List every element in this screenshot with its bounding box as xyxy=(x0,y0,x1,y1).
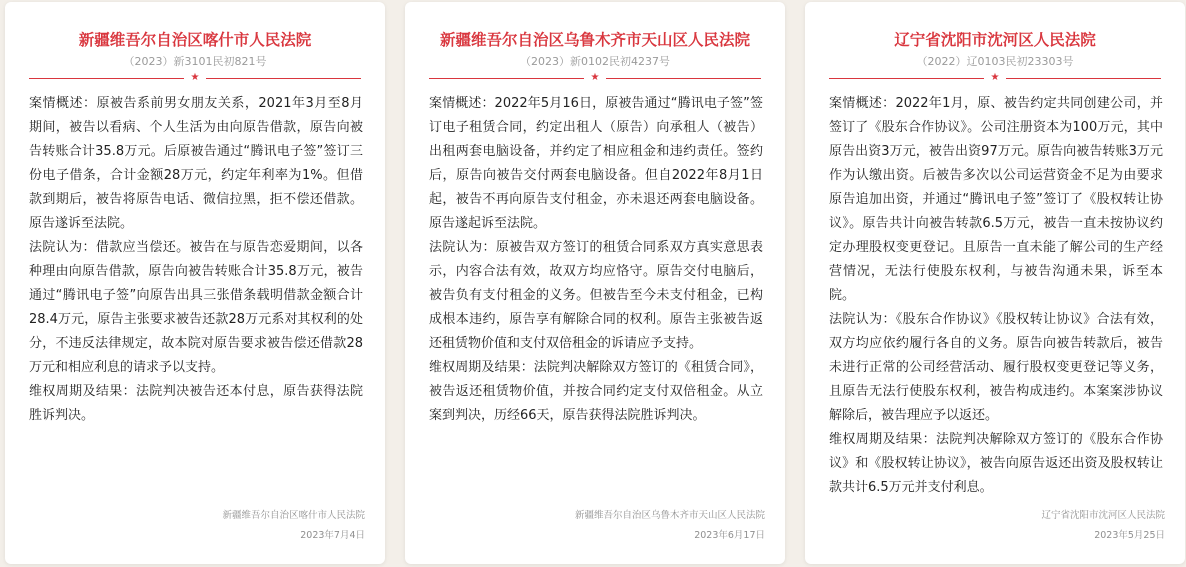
footer-court-name: 新疆维吾尔自治区乌鲁木齐市天山区人民法院 xyxy=(574,510,765,521)
case-number: （2023）新3101民初821号 xyxy=(123,55,267,68)
title-divider xyxy=(829,74,1161,84)
court-title: 新疆维吾尔自治区喀什市人民法院 xyxy=(78,31,312,49)
case-body xyxy=(29,92,363,428)
court-title: 新疆维吾尔自治区乌鲁木齐市天山区人民法院 xyxy=(439,31,750,49)
case-summary: 案情概述：原被告系前男女朋友关系，2021年3月至8月期间，被告以看病、个人生活为由向原告借款，原告向被告转账合计35.8万元。后原被告通过“腾讯电子签”签订三份电子借条，合计金额28万元，约定年利率为1%。但借款到期后，被告将原告电话、微信拉黑，拒不偿还借款。原告遂诉至法院。 xyxy=(29,96,363,231)
title-divider xyxy=(429,74,761,84)
divider-line-left xyxy=(429,78,584,79)
case-summary: 案情概述：2022年1月，原、被告约定共同创建公司，并签订了《股东合作协议》。公司注册资本为100万元，其中原告出资3万元，被告出资97万元。原告向被告转账3万元作为认缴出资。后被告多次以公司运营资金不足为由要求原告追加出资，并通过“腾讯电子签”签订了《股权转让协议》。原告共计向被告转款6.5万元，被告一直未按协议约定办理股权变更登记。且原告一直未能了解公司的生产经营情况，无法行使股东权利，与被告沟通未果，诉至本院。 xyxy=(829,96,1163,303)
case-body xyxy=(829,92,1163,500)
case-number: （2023）新0102民初4237号 xyxy=(520,55,670,68)
case-card xyxy=(405,2,785,564)
court-opinion: 法院认为：原被告双方签订的租赁合同系双方真实意思表示，内容合法有效，故双方均应恪守。原告交付电脑后，被告负有支付租金的义务。但被告至今未支付租金，已构成根本违约，原告享有解除合同的权利。原告主张被告返还租赁物价值和支付双倍租金的诉请应予支持。 xyxy=(429,240,763,351)
case-result: 维权周期及结果：法院判决解除双方签订的《股东合作协议》和《股权转让协议》，被告向原告返还出资及股权转让款共计6.5万元并支付利息。 xyxy=(829,432,1163,495)
footer-court-name: 辽宁省沈阳市沈河区人民法院 xyxy=(1041,510,1165,521)
case-card xyxy=(5,2,385,564)
title-divider xyxy=(29,74,361,84)
case-card xyxy=(805,2,1185,564)
case-number: （2022）辽0103民初23303号 xyxy=(916,55,1074,68)
footer-court-name: 新疆维吾尔自治区喀什市人民法院 xyxy=(222,510,365,521)
case-body xyxy=(429,92,763,428)
court-title: 辽宁省沈阳市沈河区人民法院 xyxy=(894,31,1096,49)
court-opinion: 法院认为：借款应当偿还。被告在与原告恋爱期间，以各种理由向原告借款，原告向被告转账合计35.8万元，被告通过“腾讯电子签”向原告出具三张借条载明借款金额合计28.4万元，原告主张要求被告还款28万元系对其权利的处分，不违反法律规定，故本院对原告要求被告偿还借款28万元和相应利息的请求予以支持。 xyxy=(29,240,363,375)
case-result: 维权周期及结果：法院判决被告还本付息，原告获得法院胜诉判决。 xyxy=(29,384,363,423)
footer-date: 2023年6月17日 xyxy=(694,530,765,541)
star-icon: ★ xyxy=(990,72,1000,83)
footer-date: 2023年5月25日 xyxy=(1094,530,1165,541)
divider-line-left xyxy=(829,78,984,79)
court-opinion: 法院认为：《股东合作协议》《股权转让协议》合法有效，双方均应依约履行各自的义务。原告向被告转款后，被告未进行正常的公司经营活动、履行股权变更登记等义务，且原告无法行使股东权利，被告构成违约。本案案涉协议解除后，被告理应予以返还。 xyxy=(829,312,1163,423)
divider-line-right xyxy=(606,78,761,79)
divider-line-right xyxy=(206,78,361,79)
star-icon: ★ xyxy=(590,72,600,83)
divider-line-left xyxy=(29,78,184,79)
case-result: 维权周期及结果：法院判决解除双方签订的《租赁合同》，被告返还租赁物价值，并按合同约定支付双倍租金。从立案到判决，历经66天，原告获得法院胜诉判决。 xyxy=(429,360,763,423)
case-summary: 案情概述：2022年5月16日，原被告通过“腾讯电子签”签订电子租赁合同，约定出租人（原告）向承租人（被告）出租两套电脑设备，并约定了相应租金和违约责任。签约后，原告向被告交付两套电脑设备。但自2022年8月1日起，被告不再向原告支付租金，亦未退还两套电脑设备。原告遂起诉至法院。 xyxy=(429,96,763,231)
divider-line-right xyxy=(1006,78,1161,79)
star-icon: ★ xyxy=(190,72,200,83)
footer-date: 2023年7月4日 xyxy=(300,530,365,541)
